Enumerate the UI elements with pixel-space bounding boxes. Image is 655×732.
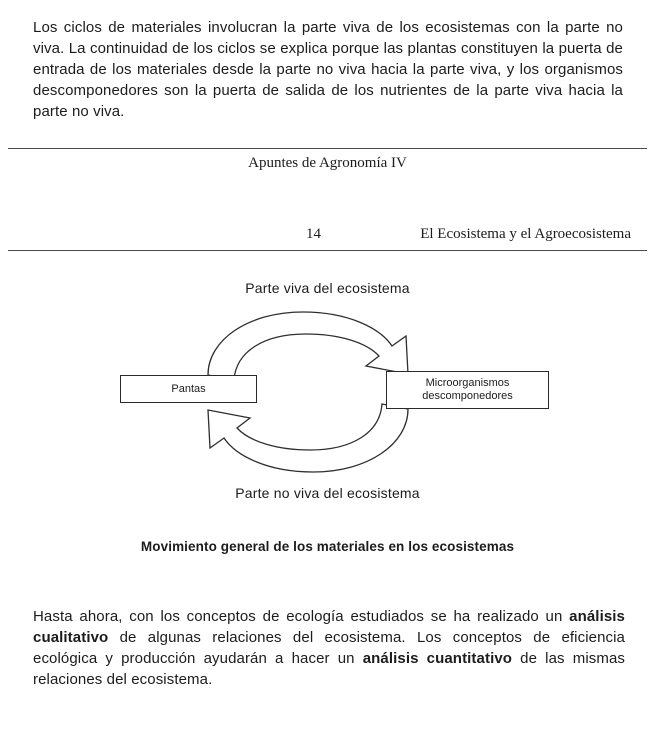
cycle-arrow-bottom-icon <box>208 404 408 472</box>
closing-bold-qualitative: análisis cualitativo <box>33 608 625 646</box>
separator-line-top <box>8 148 647 149</box>
previous-page-footer: Apuntes de Agronomía IV <box>248 155 407 171</box>
diagram-top-label: Parte viva del ecosistema <box>245 280 410 296</box>
cycle-arrow-top-icon <box>208 312 408 380</box>
diagram-bottom-label: Parte no viva del ecosistema <box>235 485 420 501</box>
closing-text-1: Hasta ahora, con los conceptos de ecología estudiados se ha realizado un <box>33 608 570 625</box>
closing-text-2: de algunas relaciones del ecosistema. Los conceptos de eficiencia ecológica y producción ayudarán a hacer un <box>33 629 625 667</box>
intro-paragraph: Los ciclos de materiales involucran la parte viva de los ecosistemas con la parte no viva. La continuidad de los ciclos se explica porque las plantas constituyen la puerta de entrada de los materiales desde la parte no viva hacia la parte viva, y los organismos descomponedores son la puerta de salida de los nutrientes de la parte viva hacia la parte no viva. <box>33 19 623 120</box>
closing-bold-quantitative: análisis cuantitativo <box>362 650 513 667</box>
diagram-box-plants-label: Pantas <box>171 382 206 395</box>
closing-text-3: de las mismas relaciones del ecosistema. <box>33 650 625 688</box>
diagram-box-decomposers-label: Microorganismos descomponedores <box>422 377 513 402</box>
diagram-caption: Movimiento general de los materiales en los ecosistemas <box>140 539 515 554</box>
diagram-box-decomposers <box>386 371 549 409</box>
separator-line-header <box>8 250 647 251</box>
page-number: 14 <box>306 226 321 242</box>
page-header-title: El Ecosistema y el Agroecosistema <box>420 226 631 242</box>
closing-paragraph <box>33 606 625 690</box>
diagram-box-plants <box>120 375 257 403</box>
